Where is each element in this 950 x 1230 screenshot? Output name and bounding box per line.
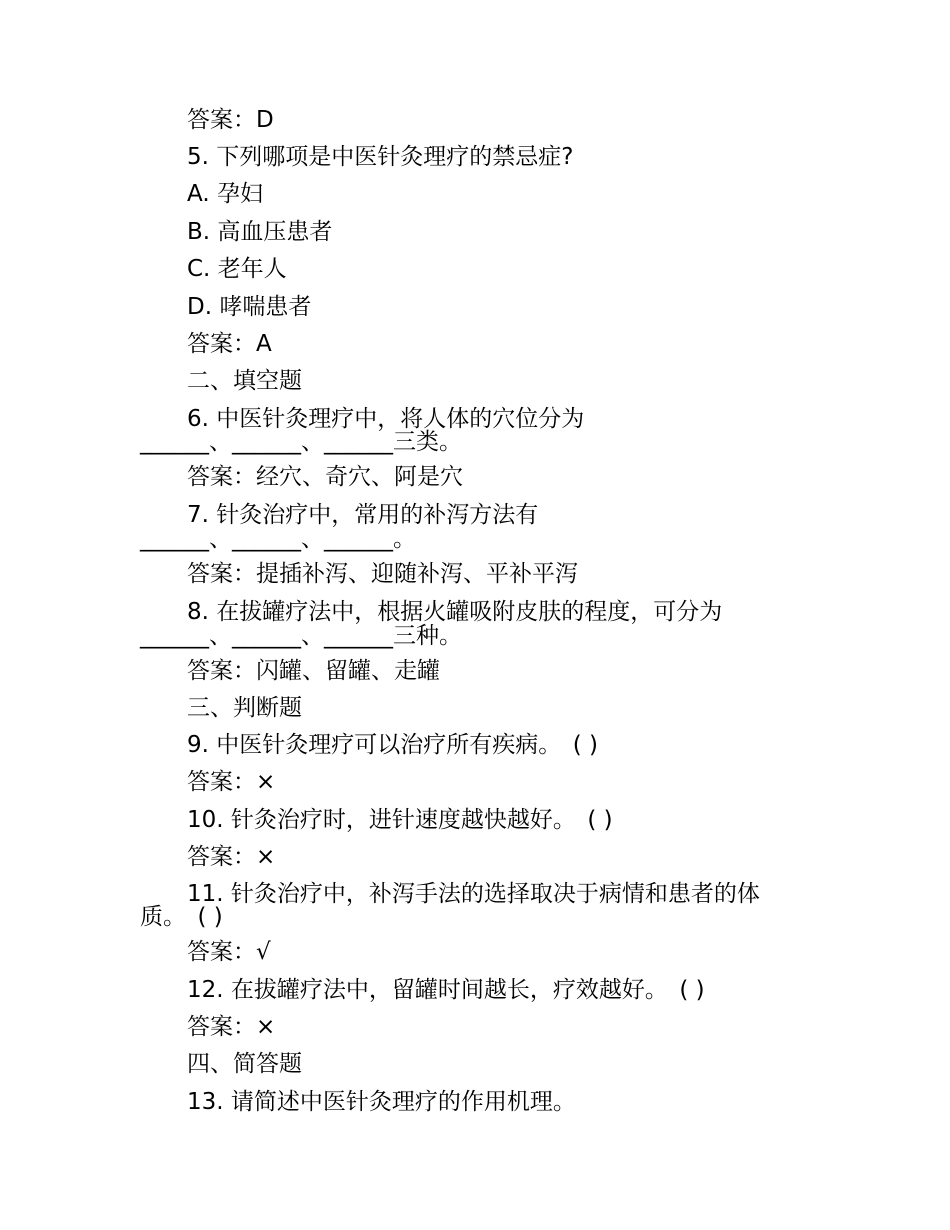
answer-8: 答案：闪罐、留罐、走罐 — [187, 658, 440, 684]
question-5-option-d: D. 哮喘患者 — [187, 294, 312, 320]
answer-4: 答案：D — [187, 107, 274, 133]
question-9: 9. 中医针灸理疗可以治疗所有疾病。 ( ) — [187, 732, 599, 758]
question-8: 8. 在拔罐疗法中，根据火罐吸附皮肤的程度，可分为 — [187, 599, 723, 625]
question-13: 13. 请简述中医针灸理疗的作用机理。 — [187, 1089, 576, 1115]
question-5-option-b: B. 高血压患者 — [187, 219, 333, 245]
answer-12: 答案：× — [187, 1014, 276, 1040]
question-11-continuation: 质。 ( ) — [140, 904, 223, 930]
question-6: 6. 中医针灸理疗中，将人体的穴位分为 — [187, 406, 585, 432]
question-6-blanks: ______、______、______三类。 — [140, 429, 462, 455]
answer-6: 答案：经穴、奇穴、阿是穴 — [187, 464, 463, 490]
question-5-option-c: C. 老年人 — [187, 256, 287, 282]
question-7-blanks: ______、______、______。 — [140, 526, 416, 552]
answer-9: 答案：× — [187, 769, 276, 795]
section-heading-true-false: 三、判断题 — [187, 695, 302, 721]
question-12: 12. 在拔罐疗法中，留罐时间越长，疗效越好。 ( ) — [187, 977, 705, 1003]
section-heading-short-answer: 四、简答题 — [187, 1051, 302, 1077]
section-heading-fill-in: 二、填空题 — [187, 368, 302, 394]
answer-10: 答案：× — [187, 844, 276, 870]
question-10: 10. 针灸治疗时，进针速度越快越好。 ( ) — [187, 807, 613, 833]
question-5: 5. 下列哪项是中医针灸理疗的禁忌症? — [187, 144, 574, 170]
answer-11: 答案：√ — [187, 939, 271, 965]
answer-7: 答案：提插补泻、迎随补泻、平补平泻 — [187, 561, 578, 587]
answer-5: 答案：A — [187, 331, 272, 357]
question-8-blanks: ______、______、______三种。 — [140, 623, 462, 649]
question-7: 7. 针灸治疗中，常用的补泻方法有 — [187, 502, 539, 528]
question-5-option-a: A. 孕妇 — [187, 181, 263, 207]
question-11: 11. 针灸治疗中，补泻手法的选择取决于病情和患者的体 — [187, 881, 760, 907]
